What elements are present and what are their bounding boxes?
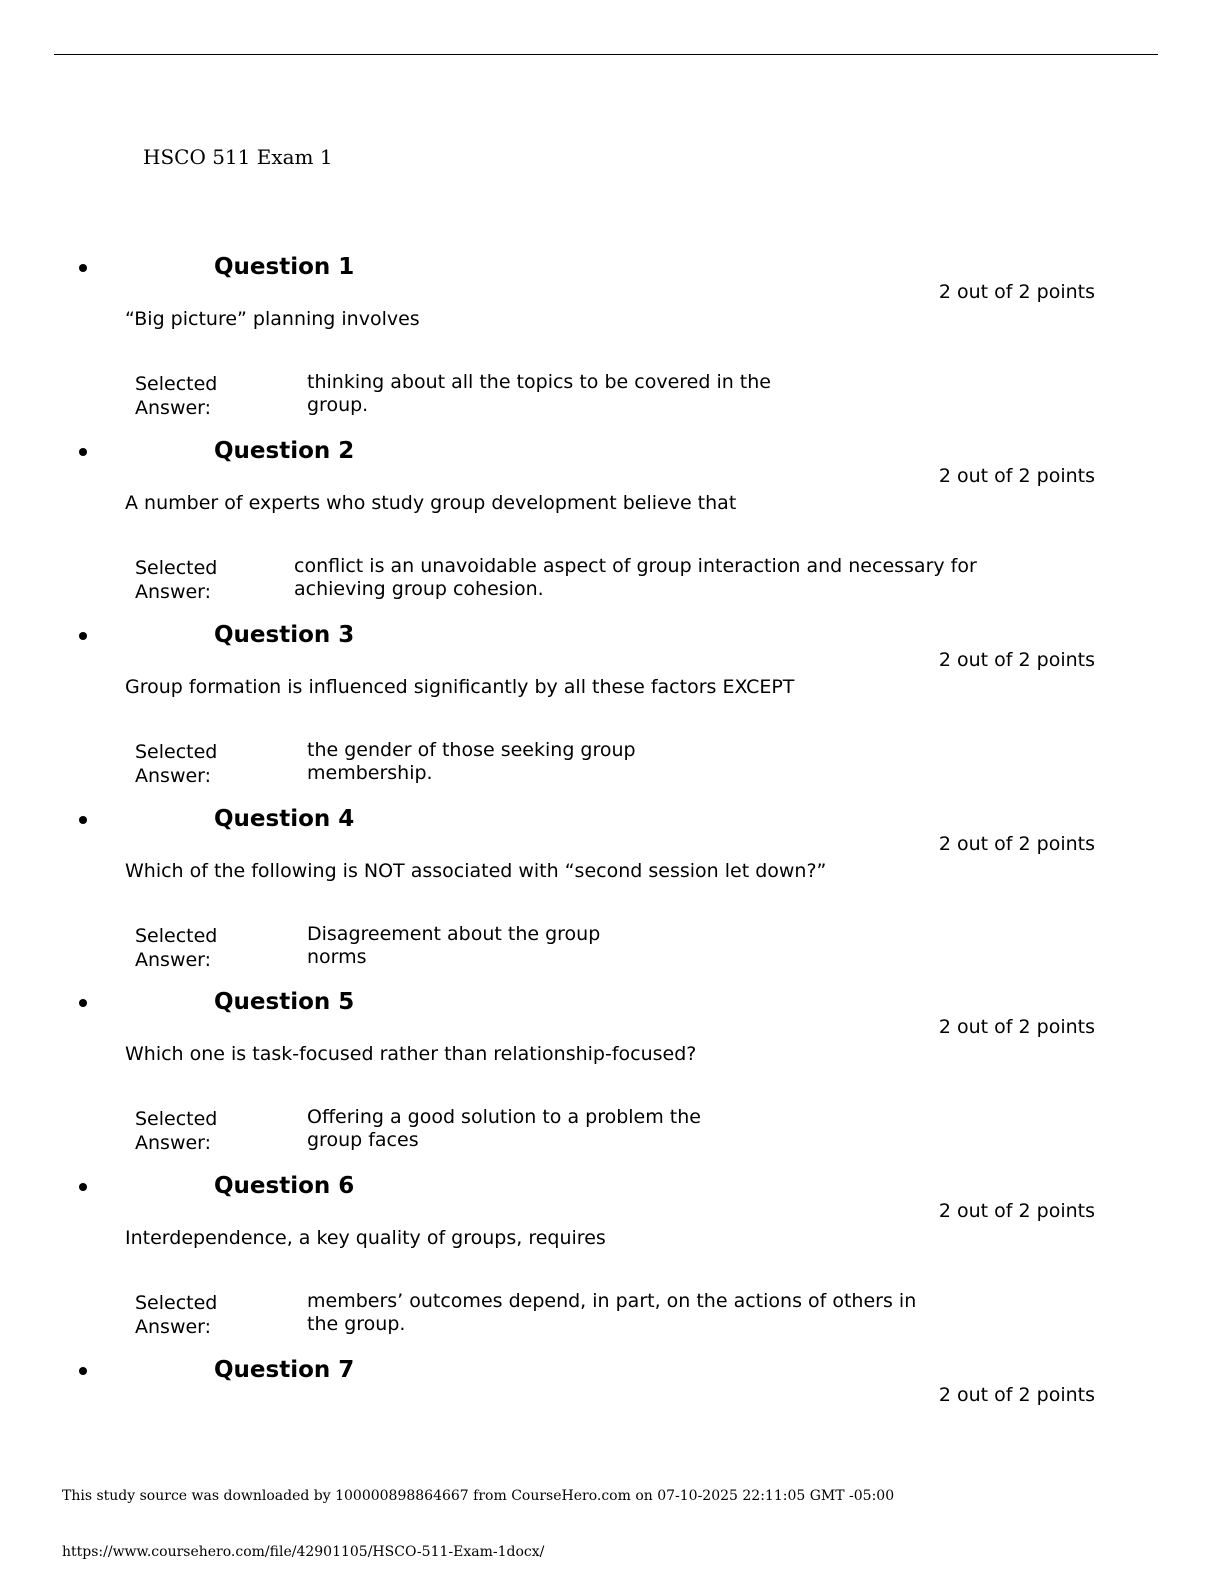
bullet-icon	[79, 264, 87, 272]
question-block-7	[0, 1355, 1224, 1435]
top-divider	[54, 54, 1158, 55]
question-prompt: A number of experts who study group development believe that	[125, 492, 737, 514]
bullet-icon	[79, 1367, 87, 1375]
question-points: 2 out of 2 points	[938, 281, 1095, 303]
question-points: 2 out of 2 points	[938, 649, 1095, 671]
selected-answer-text: the gender of those seeking group membership.	[307, 739, 636, 784]
question-prompt: Which one is task-focused rather than relationship-focused?	[125, 1043, 697, 1065]
question-points: 2 out of 2 points	[938, 1384, 1095, 1406]
bullet-icon	[79, 816, 87, 824]
question-prompt: Interdependence, a key quality of groups, requires	[125, 1227, 606, 1249]
question-heading: Question 2	[214, 438, 355, 464]
question-prompt: Group formation is influenced significantly by all these factors EXCEPT	[125, 676, 795, 698]
question-heading: Question 1	[214, 254, 355, 280]
question-heading: Question 7	[214, 1357, 355, 1383]
question-block-4	[0, 804, 1224, 988]
bullet-icon	[79, 999, 87, 1007]
question-block-6	[0, 1171, 1224, 1355]
selected-answer-label: Selected Answer:	[135, 741, 218, 787]
selected-answer-text: Offering a good solution to a problem the group faces	[307, 1106, 701, 1151]
selected-answer-label: Selected Answer:	[135, 1292, 218, 1338]
question-block-3	[0, 620, 1224, 804]
question-prompt: “Big picture” planning involves	[125, 308, 420, 330]
selected-answer-label: Selected Answer:	[135, 925, 218, 971]
question-heading: Question 6	[214, 1173, 355, 1199]
footer-source-line: This study source was downloaded by 100000898864667 from CourseHero.com on 07-10-2025 22:11:05 GMT -05:00	[62, 1488, 895, 1504]
question-points: 2 out of 2 points	[938, 465, 1095, 487]
question-points: 2 out of 2 points	[938, 1016, 1095, 1038]
question-block-1	[0, 252, 1224, 436]
footer-url[interactable]: https://www.coursehero.com/file/42901105/HSCO-511-Exam-1docx/	[62, 1544, 545, 1560]
document-title: HSCO 511 Exam 1	[143, 145, 333, 169]
selected-answer-text: Disagreement about the group norms	[307, 923, 601, 968]
selected-answer-text: conflict is an unavoidable aspect of group interaction and necessary for achieving group cohesion.	[294, 555, 977, 600]
question-points: 2 out of 2 points	[938, 833, 1095, 855]
selected-answer-text: members’ outcomes depend, in part, on the actions of others in the group.	[307, 1290, 917, 1335]
bullet-icon	[79, 448, 87, 456]
question-heading: Question 4	[214, 806, 355, 832]
bullet-icon	[79, 632, 87, 640]
question-points: 2 out of 2 points	[938, 1200, 1095, 1222]
selected-answer-text: thinking about all the topics to be covered in the group.	[307, 371, 771, 416]
selected-answer-label: Selected Answer:	[135, 557, 218, 603]
question-heading: Question 5	[214, 989, 355, 1015]
selected-answer-label: Selected Answer:	[135, 373, 218, 419]
question-block-2	[0, 436, 1224, 620]
question-prompt: Which of the following is NOT associated with “second session let down?”	[125, 860, 827, 882]
question-heading: Question 3	[214, 622, 355, 648]
bullet-icon	[79, 1183, 87, 1191]
question-block-5	[0, 987, 1224, 1171]
selected-answer-label: Selected Answer:	[135, 1108, 218, 1154]
